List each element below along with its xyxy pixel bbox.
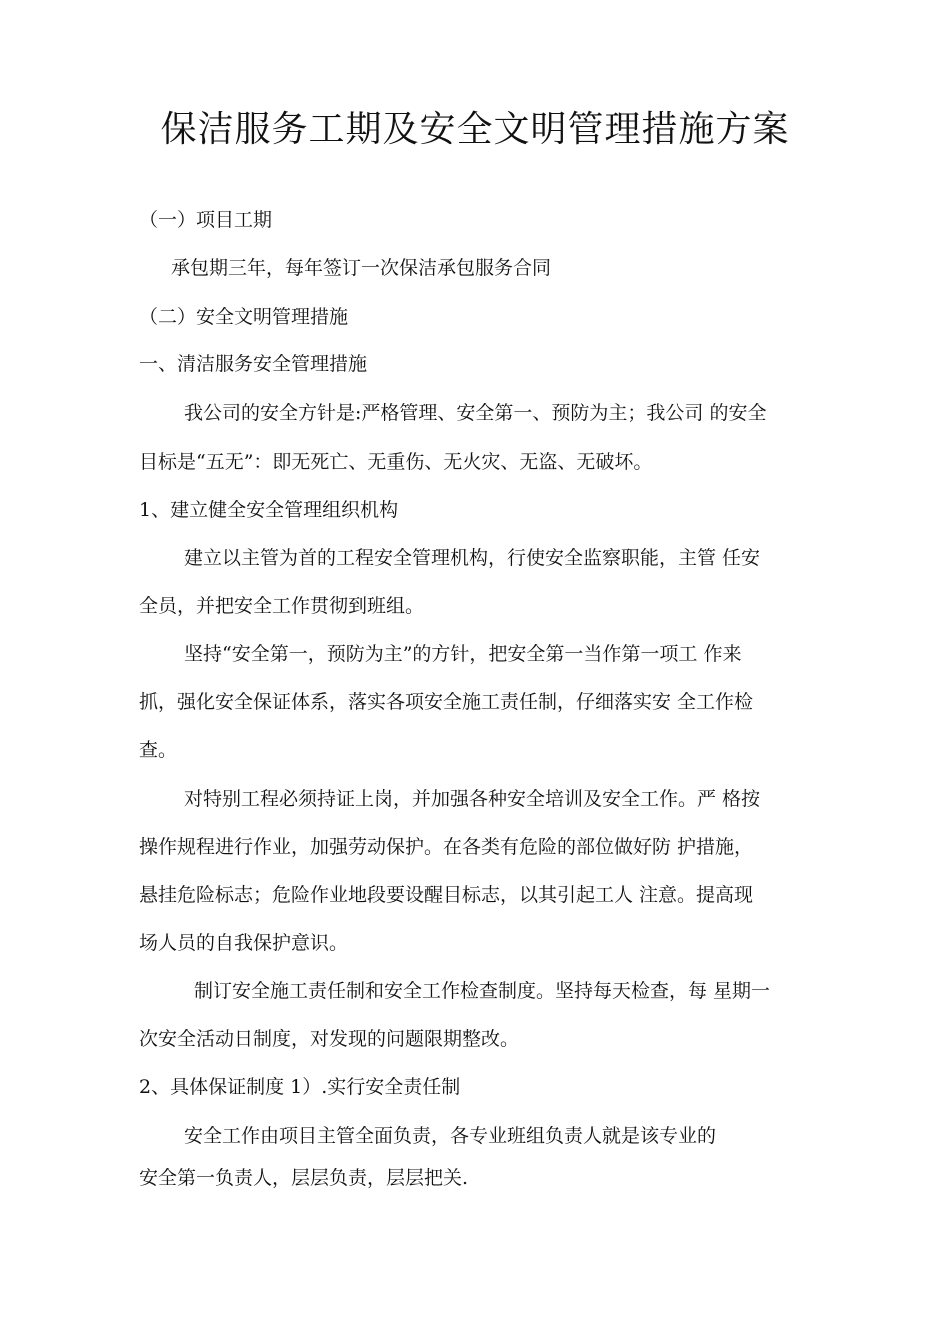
paragraph-line: 查。	[139, 739, 178, 761]
paragraph-line: 目标是“五无”：即无死亡、无重伤、无火灾、无盗、无破坏。	[139, 451, 653, 473]
paragraph-line: 安全第一负责人，层层负责，层层把关.	[139, 1167, 469, 1189]
paragraph-line: 安全工作由项目主管全面负责，各专业班组负责人就是该专业的	[184, 1125, 717, 1147]
paragraph-line: 建立以主管为首的工程安全管理机构，行使安全监察职能，主管 任安	[184, 547, 761, 569]
paragraph-line: 悬挂危险标志；危险作业地段要设醒目标志，以其引起工人 注意。提高现	[139, 884, 754, 906]
paragraph-line: 抓，强化安全保证体系，落实各项安全施工责任制，仔细落实安 全工作检	[139, 691, 754, 713]
paragraph-line: 坚持“安全第一，预防为主”的方针，把安全第一当作第一项工 作来	[184, 643, 742, 665]
section-heading-cleaning-safety: 一、清洁服务安全管理措施	[139, 353, 368, 375]
paragraph-line: 操作规程进行作业，加强劳动保护。在各类有危险的部位做好防 护措施，	[139, 836, 754, 858]
paragraph-line: 场人员的自我保护意识。	[139, 932, 349, 954]
subsection-heading-guarantee: 2、具体保证制度 1）.实行安全责任制	[139, 1076, 461, 1098]
paragraph-line: 我公司的安全方针是:严格管理、安全第一、预防为主；我公司 的安全	[184, 402, 767, 424]
paragraph-line: 对特别工程必须持证上岗，并加强各种安全培训及安全工作。严 格按	[184, 788, 761, 810]
section-heading-project-period: （一）项目工期	[139, 209, 273, 231]
paragraph-line: 全员，并把安全工作贯彻到班组。	[139, 595, 425, 617]
section-heading-safety-measures: （二）安全文明管理措施	[139, 306, 349, 328]
paragraph-line: 制订安全施工责任制和安全工作检查制度。坚持每天检查，每 星期一	[194, 980, 771, 1002]
paragraph-line: 承包期三年，每年签订一次保洁承包服务合同	[171, 257, 552, 279]
document-title: 保洁服务工期及安全文明管理措施方案	[160, 109, 790, 150]
paragraph-line: 次安全活动日制度，对发现的问题限期整改。	[139, 1028, 520, 1050]
subsection-heading-organization: 1、建立健全安全管理组织机构	[139, 499, 399, 521]
